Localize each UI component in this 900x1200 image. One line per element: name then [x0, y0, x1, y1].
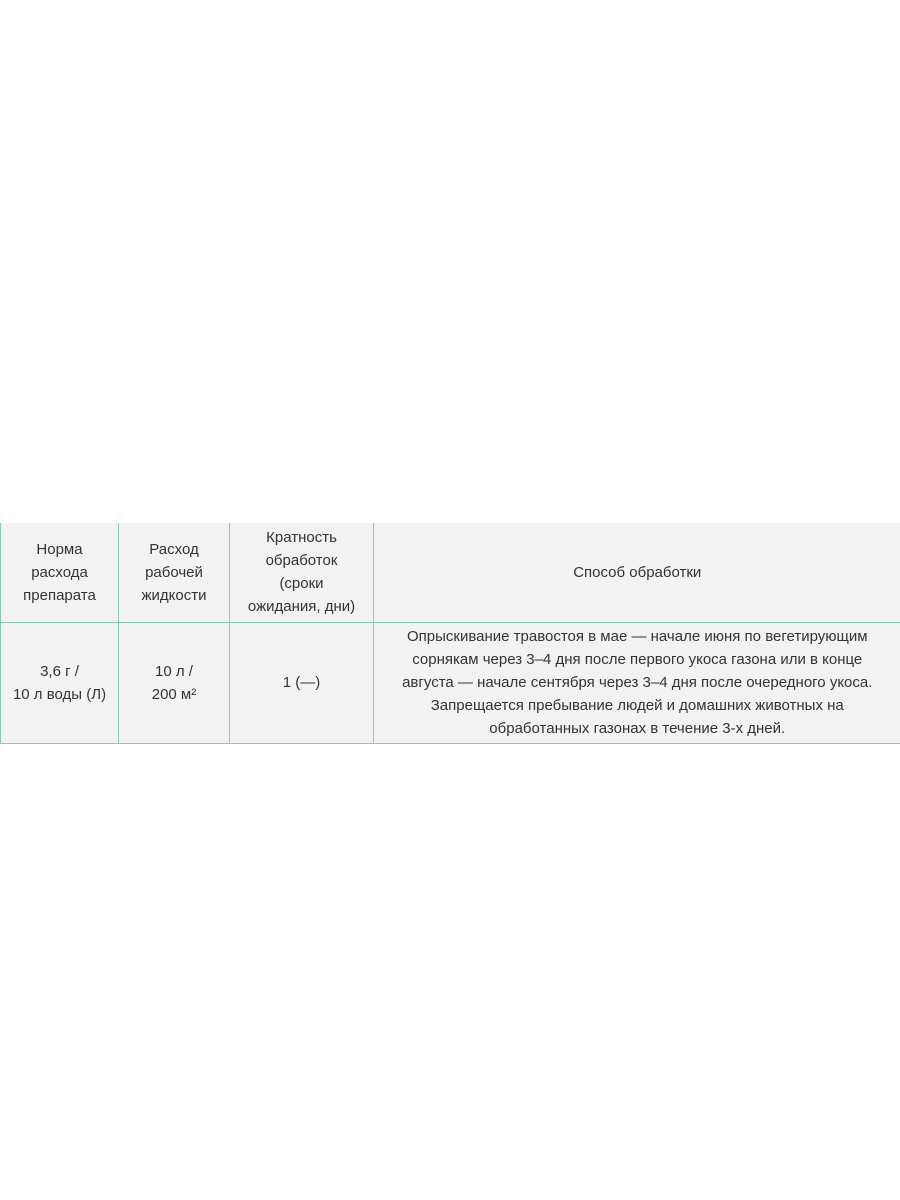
cell-value: 10 л / 200 м² [151, 662, 197, 703]
cell-value: 1 (—) [282, 674, 321, 691]
cell-value: 3,6 г / 10 л воды (Л) [12, 662, 107, 703]
header-cell-frequency [230, 523, 374, 622]
header-label: Кратность обработок (сроки ожидания, дни) [247, 529, 356, 616]
header-label: Расход рабочей жидкости [141, 540, 207, 604]
application-rate-table [0, 523, 900, 744]
cell-value: Опрыскивание травостоя в мае — начале июня по вегетирующим сорнякам через 3–4 дня после первого укоса газона или в конце августа — начале сентября через 3–4 дня после очередного укоса. Запрещается пребывание людей и домашних животных на обработанных газонах в течение 3-х дней. [402, 628, 873, 737]
header-cell-method [374, 523, 900, 622]
data-table [0, 523, 900, 744]
table-row [1, 622, 900, 743]
table-cell [1, 622, 119, 743]
table-cell [374, 622, 900, 743]
table-cell [119, 622, 230, 743]
header-label: Способ обработки [573, 563, 702, 581]
header-label: Норма расхода препарата [23, 540, 96, 604]
table-cell [230, 622, 374, 743]
header-cell-rate [1, 523, 119, 622]
header-cell-liquid [119, 523, 230, 622]
table-header-row [1, 523, 900, 622]
